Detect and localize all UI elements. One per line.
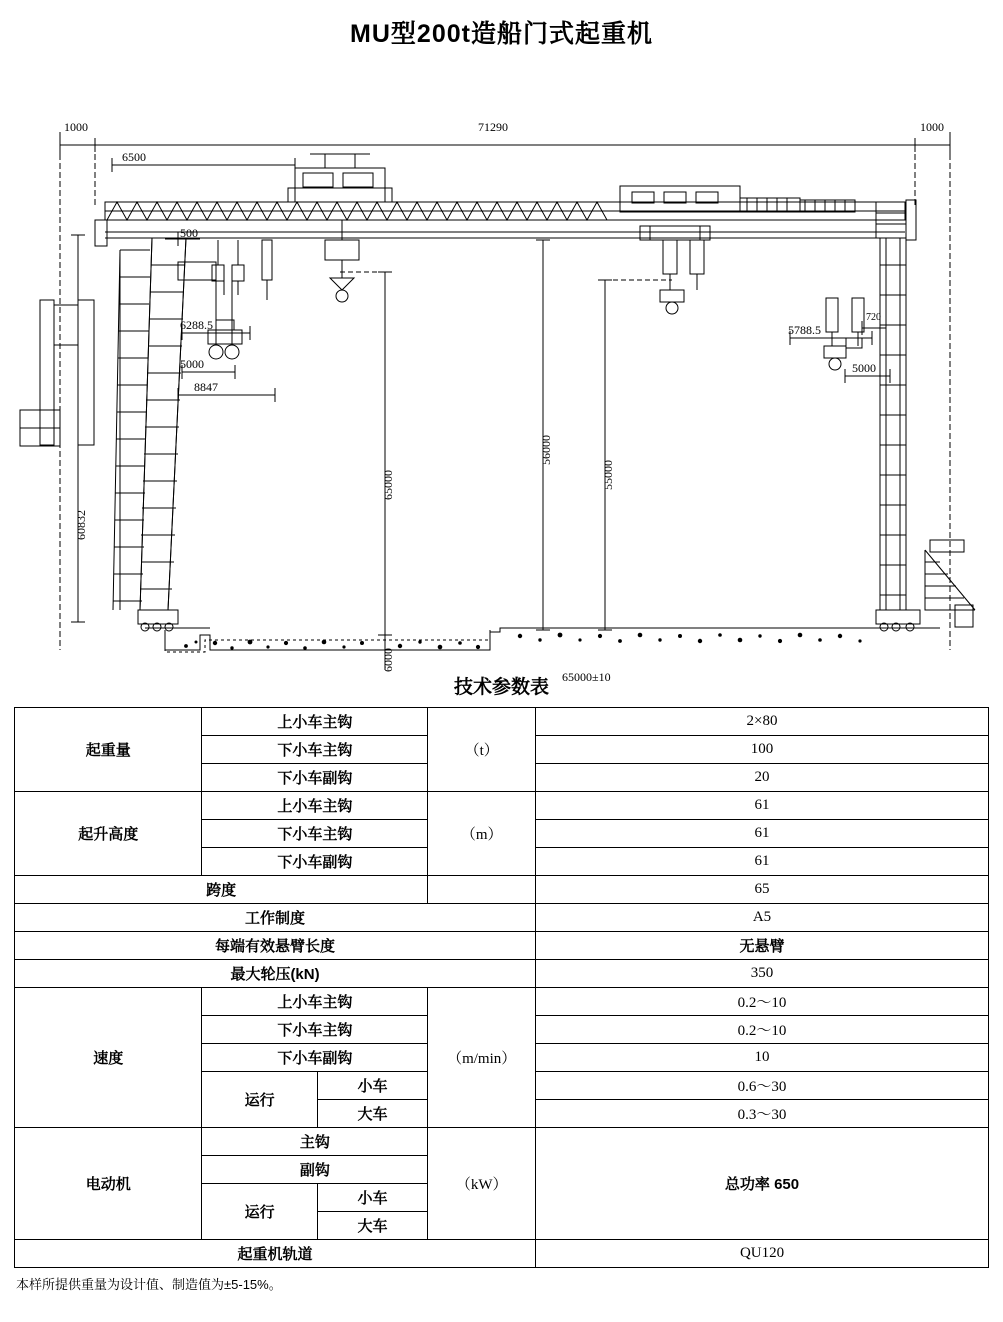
cell-speed-lower-main: 0.2～10 <box>536 1016 989 1044</box>
dim-right-1000: 1000 <box>920 120 944 134</box>
row-group-span: 跨度 <box>15 876 428 904</box>
cell-cap-lower-aux: 20 <box>536 764 989 792</box>
drawing-svg <box>0 50 1003 670</box>
cell-travel: 运行 <box>202 1184 317 1240</box>
cell-unit-blank <box>428 876 536 904</box>
cell-speed-trolley: 0.6～30 <box>536 1072 989 1100</box>
cell-travel: 运行 <box>202 1072 317 1128</box>
row-group-lift-height: 起升高度 <box>15 792 202 876</box>
dim-5000-left: 5000 <box>180 357 204 371</box>
cell-unit-mmin: （m/min） <box>428 988 536 1128</box>
table-row <box>15 988 989 1016</box>
dim-5000-right: 5000 <box>852 361 876 375</box>
row-group-duty: 工作制度 <box>15 904 536 932</box>
table-row <box>15 1240 989 1268</box>
dim-6288-5: 6288.5 <box>180 318 213 332</box>
cell-unit-m: （m） <box>428 792 536 876</box>
dim-500: 500 <box>180 226 198 240</box>
cell-hook-lower-main: 下小车主钩 <box>202 736 428 764</box>
dim-720: 720 <box>866 312 881 323</box>
dim-60832: 60832 <box>74 510 88 540</box>
cell-hook-upper-main: 上小车主钩 <box>202 792 428 820</box>
table-row <box>15 960 989 988</box>
dim-overall-length: 71290 <box>478 120 508 134</box>
cell-hook-lower-main: 下小车主钩 <box>202 1016 428 1044</box>
cell-speed-crane: 0.3～30 <box>536 1100 989 1128</box>
table-row <box>15 904 989 932</box>
cell-main-hook: 主钩 <box>202 1128 428 1156</box>
dim-6000: 6000 <box>381 648 395 672</box>
cell-motor-total: 总功率 650 <box>536 1128 989 1240</box>
cell-hook-upper-main: 上小车主钩 <box>202 988 428 1016</box>
page-title: MU型200t造船门式起重机 <box>350 20 653 48</box>
cell-unit-t: （t） <box>428 708 536 792</box>
cell-aux-hook: 副钩 <box>202 1156 428 1184</box>
cell-duty-value: A5 <box>536 904 989 932</box>
cell-span-value: 65 <box>536 876 989 904</box>
cell-hook-upper-main: 上小车主钩 <box>202 708 428 736</box>
spec-table-caption: 技术参数表 <box>453 677 549 698</box>
table-row <box>15 792 989 820</box>
row-group-weight: 起重量 <box>15 708 202 792</box>
dim-5788-5: 5788.5 <box>788 323 821 337</box>
dim-8847: 8847 <box>194 380 218 394</box>
cell-hook-lower-main: 下小车主钩 <box>202 820 428 848</box>
dim-56000: 56000 <box>539 435 553 465</box>
cell-cap-upper-main: 2×80 <box>536 708 989 736</box>
dim-55000: 55000 <box>601 460 615 490</box>
ground-stipple <box>184 633 862 650</box>
cell-cap-lower-main: 100 <box>536 736 989 764</box>
cell-unit-kw: （kW） <box>428 1128 536 1240</box>
spec-table <box>14 707 989 1268</box>
cell-rail-value: QU120 <box>536 1240 989 1268</box>
cell-speed-upper-main: 0.2～10 <box>536 988 989 1016</box>
cell-speed-lower-aux: 10 <box>536 1044 989 1072</box>
row-group-rail: 起重机轨道 <box>15 1240 536 1268</box>
table-row <box>15 932 989 960</box>
row-group-cantilever: 每端有效悬臂长度 <box>15 932 536 960</box>
cell-crane: 大车 <box>317 1100 428 1128</box>
table-row <box>15 876 989 904</box>
cell-trolley: 小车 <box>317 1072 428 1100</box>
cell-hook-lower-aux: 下小车副钩 <box>202 848 428 876</box>
cell-wheel-load-value: 350 <box>536 960 989 988</box>
cell-hook-lower-aux: 下小车副钩 <box>202 1044 428 1072</box>
row-group-motor: 电动机 <box>15 1128 202 1240</box>
cell-cantilever-value: 无悬臂 <box>536 932 989 960</box>
cell-trolley: 小车 <box>317 1184 428 1212</box>
cell-lift-lower-aux: 61 <box>536 848 989 876</box>
cell-lift-lower-main: 61 <box>536 820 989 848</box>
cell-lift-upper-main: 61 <box>536 792 989 820</box>
dim-65000-vertical: 65000 <box>381 470 395 500</box>
cell-crane: 大车 <box>317 1212 428 1240</box>
dim-span-bottom: 65000±10 <box>562 670 611 684</box>
footnote: 本样所提供重量为设计值、制造值为±5-15%。 <box>16 1277 282 1292</box>
table-row <box>15 1128 989 1156</box>
row-group-wheel-load: 最大轮压(kN) <box>15 960 536 988</box>
dim-6500: 6500 <box>122 150 146 164</box>
cell-hook-lower-aux: 下小车副钩 <box>202 764 428 792</box>
crane-elevation-drawing <box>0 50 1003 684</box>
dim-left-1000: 1000 <box>64 120 88 134</box>
row-group-speed: 速度 <box>15 988 202 1128</box>
table-row <box>15 708 989 736</box>
